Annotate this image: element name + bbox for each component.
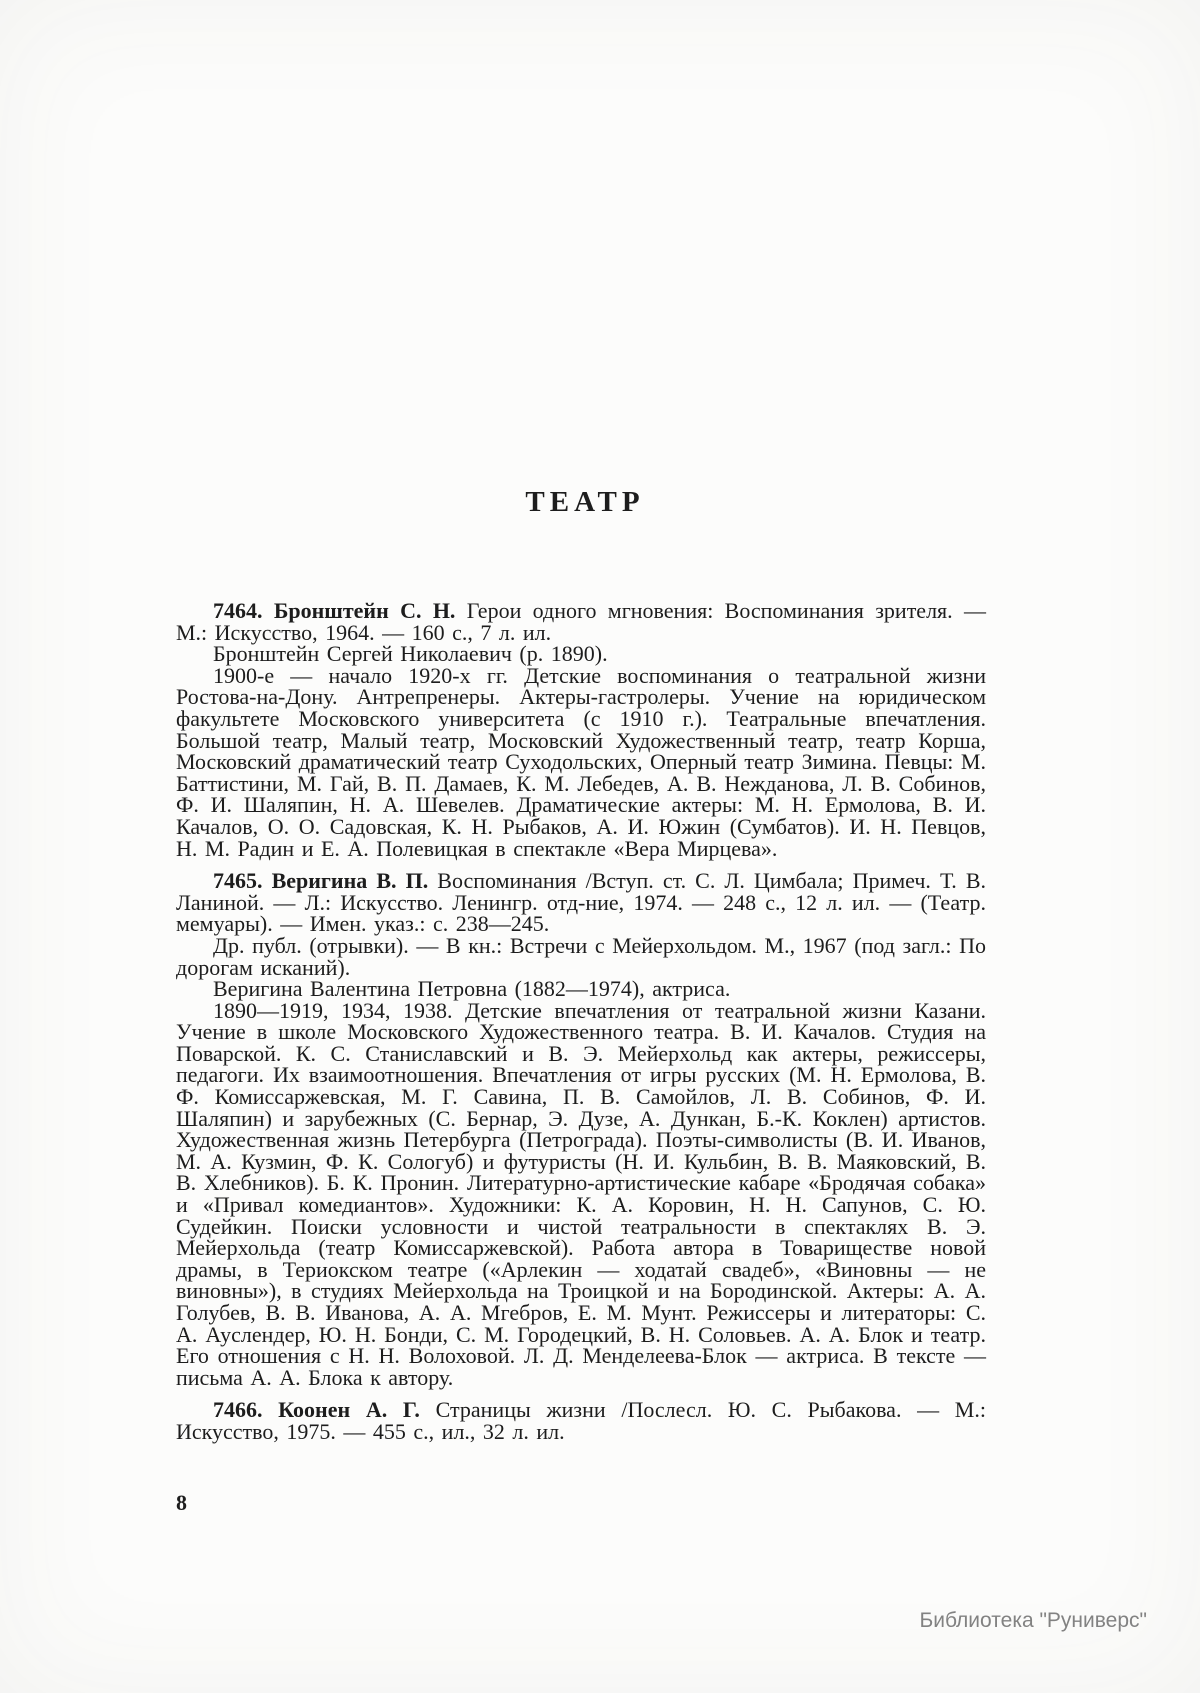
entry-heading	[176, 600, 986, 643]
entry-heading-text: Герои одного мгновения: Воспоминания зрителя. — М.: Искусство, 1964. — 160 с., 7 л. ил.	[176, 598, 986, 645]
section-title: ТЕАТР	[525, 486, 645, 518]
entry-heading-text: Воспоминания /Вступ. ст. С. Л. Цимбала; Примеч. Т. В. Ланиной. — Л.: Искусство. Ленингр. отд-ние, 1974. — 248 с., 12 л. ил. — (Театр. мемуары). — Имен. указ.: с. 238—245.	[176, 868, 986, 937]
entry-number-author: 7465. Веригина В. П.	[213, 868, 429, 894]
bibliography-entry-7464	[176, 600, 986, 859]
library-watermark: Библиотека "Руниверс"	[919, 1609, 1147, 1632]
entry-number-author: 7464. Бронштейн С. Н.	[213, 598, 456, 623]
entry-paragraph: 1900-е — начало 1920-х гг. Детские воспоминания о театральной жизни Ростова-на-Дону. Антрепренеры. Актеры-гастролеры. Учение на юридическом факультете Московского университета (с 1910 г.). Театральные впечатления. Большой театр, Малый театр, Московский Художественный театр, театр Корша, Московский драматический театр Суходольских, Оперный театр Зимина. Певцы: М. Баттистини, М. Гай, В. П. Дамаев, К. М. Лебедев, А. В. Нежданова, Л. В. Собинов, Ф. И. Шаляпин, Н. А. Шевелев. Драматические актеры: М. Н. Ермолова, В. И. Качалов, О. О. Садовская, К. Н. Рыбаков, А. И. Южин (Сумбатов). И. Н. Певцов, Н. М. Радин и Е. А. Полевицкая в спектакле «Вера Мирцева».	[176, 662, 986, 861]
entry-number-author: 7466. Коонен А. Г.	[213, 1397, 420, 1423]
entry-heading	[176, 1399, 986, 1442]
bibliography-content	[176, 600, 986, 1454]
entry-paragraph: Веригина Валентина Петровна (1882—1974), актриса.	[213, 976, 731, 1002]
entry-paragraph: Др. публ. (отрывки). — В кн.: Встречи с Мейерхольдом. М., 1967 (под загл.: По дорогам исканий).	[176, 932, 986, 980]
entry-paragraph: 1890—1919, 1934, 1938. Детские впечатления от театральной жизни Казани. Учение в школе Московского Художественного театра. В. И. Качалов. Студия на Поварской. К. С. Станиславский и В. Э. Мейерхольд как актеры, режиссеры, педагоги. Их взаимоотношения. Впечатления от игры русских (М. Н. Ермолова, В. Ф. Комиссаржевская, М. Г. Савина, П. В. Самойлов, Л. В. Собинов, Ф. И. Шаляпин) и зарубежных (С. Бернар, Э. Дузе, А. Дункан, Б.-К. Коклен) артистов. Художественная жизнь Петербурга (Петрограда). Поэты-символисты (В. И. Иванов, М. А. Кузмин, Ф. К. Сологуб) и футуристы (Н. И. Кульбин, В. В. Маяковский, В. В. Хлебников). Б. К. Пронин. Литературно-артистические кабаре «Бродячая собака» и «Привал комедиантов». Художники: К. А. Коровин, Н. Н. Сапунов, С. Ю. Судейкин. Поиски условности и чистой театральности в спектаклях В. Э. Мейерхольда (театр Комиссаржевской). Работа автора в Товариществе новой драмы, в Териокском театре («Арлекин — ходатай свадеб», «Виновны — не виновны»), в студиях Мейерхольда на Троицкой и на Бородинской. Актеры: А. А. Голубев, В. В. Иванова, А. А. Мгебров, Е. М. Мунт. Режиссеры и литераторы: С. А. Ауслендер, Ю. Н. Бонди, С. М. Городецкий, В. Н. Соловьев. А. А. Блок и театр. Его отношения с Н. Н. Волоховой. Л. Д. Менделеева-Блок — актриса. В тексте — письма А. А. Блока к автору.	[176, 997, 986, 1390]
page-number: 8	[176, 1490, 187, 1515]
entry-heading-text: Страницы жизни /Послесл. Ю. С. Рыбакова. — М.: Искусство, 1975. — 455 с., ил., 32 л. ил.	[176, 1397, 986, 1444]
entry-heading	[176, 870, 986, 935]
entry-paragraph: Бронштейн Сергей Николаевич (р. 1890).	[213, 641, 608, 667]
bibliography-entry-7465	[176, 870, 986, 1388]
bibliography-entry-7466	[176, 1399, 986, 1442]
